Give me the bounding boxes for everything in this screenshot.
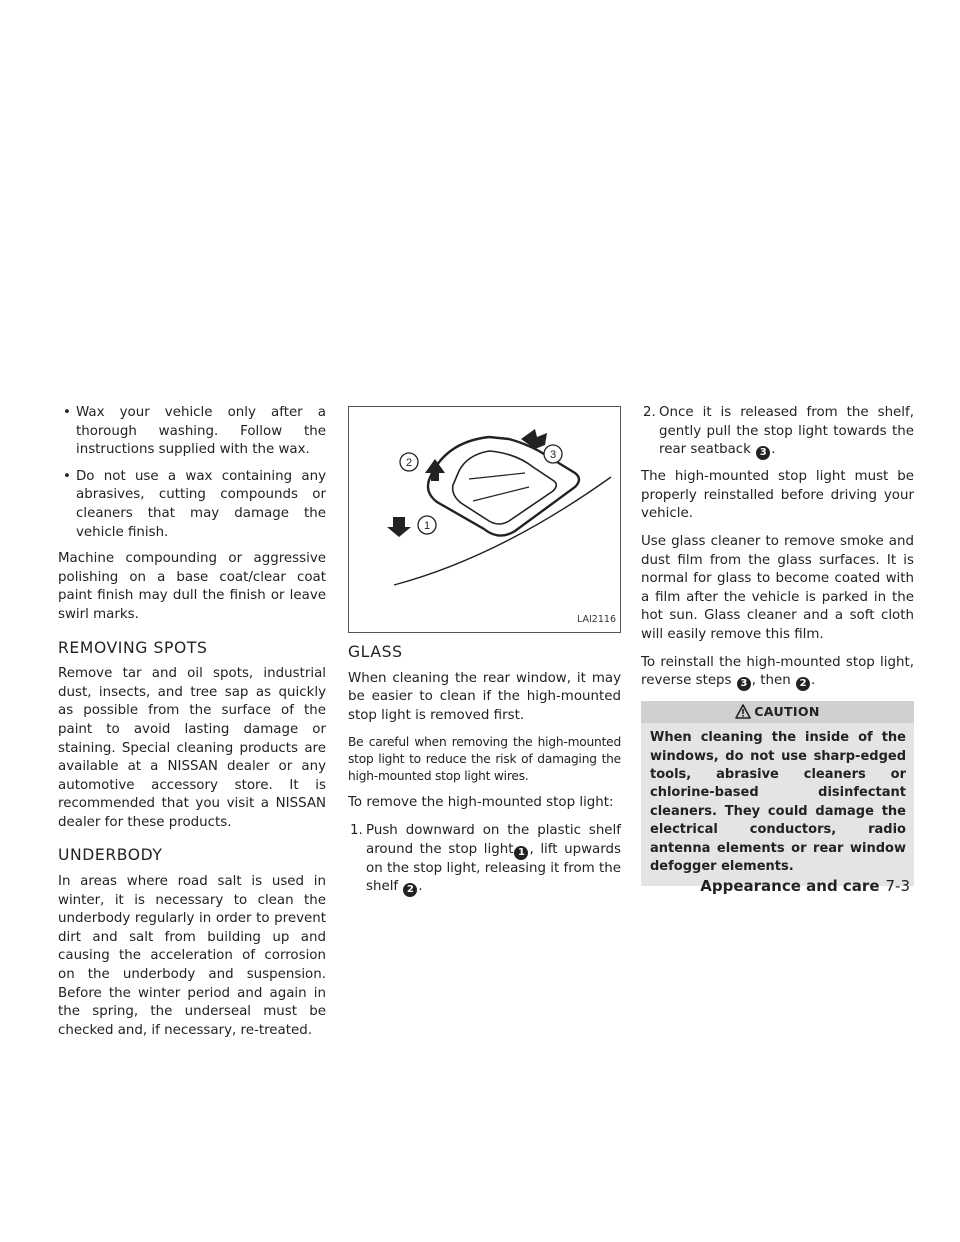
figure-code: LAI2116 xyxy=(577,614,616,626)
reinstall-note-paragraph: The high-mounted stop light must be properly reinstalled before driving your vehicle. xyxy=(641,469,914,522)
bullet-icon: • xyxy=(63,468,71,484)
callout-2: 2 xyxy=(405,457,413,469)
callout-badge: 3 xyxy=(737,677,751,691)
wax-bullets xyxy=(58,404,326,542)
page-footer xyxy=(700,877,910,896)
callout-badge: 1 xyxy=(514,846,528,860)
step-text: Once it is released from the shelf, gently pull the stop light towards the rear seatback xyxy=(659,405,914,458)
step-text: Push downward on the plastic shelf around the stop light xyxy=(366,822,621,857)
column-middle xyxy=(348,404,621,905)
callout-badge: 2 xyxy=(403,883,417,897)
caution-header xyxy=(641,701,914,723)
bullet-icon: • xyxy=(63,405,71,420)
removing-spots-paragraph: Remove tar and oil spots, industrial dust, insects, and tree sap as quickly as possible from the surface of the paint to avoid lasting damage or staining. Special cleaning products are available at a NISSAN dealer or any automotive accessory store. It is recommended that you visit a NISSAN dealer for these products. xyxy=(58,666,326,830)
to-remove-paragraph: To remove the high-mounted stop light: xyxy=(348,795,614,811)
glass-paragraph: When cleaning the rear window, it may be easier to clean if the high-mounted stop light is removed first. xyxy=(348,670,621,723)
reverse-text: . xyxy=(811,673,816,689)
callout-badge: 2 xyxy=(796,677,810,691)
step-number: 2. xyxy=(643,405,656,420)
stop-light-drawing xyxy=(349,407,620,632)
caution-text: When cleaning the inside of the windows, do not use sharp-edged tools, abrasive cleaners or chlorine-based disinfectant cleaners. They could damage the electrical conductors, radio antenna elements or rear window defogger elements. xyxy=(650,730,906,874)
callout-3: 3 xyxy=(549,449,557,461)
machine-compounding-paragraph: Machine compounding or aggressive polishing on a base coat/clear coat paint finish may dull the finish or leave swirl marks. xyxy=(58,551,326,622)
step-text: , lift upwards on the stop light, releasing it from the shelf xyxy=(366,841,621,895)
caution-box xyxy=(641,701,914,886)
caution-title: CAUTION xyxy=(754,704,820,720)
bullet-text: Wax your vehicle only after a thorough washing. Follow the instructions supplied with the wax. xyxy=(76,405,326,458)
callout-1: 1 xyxy=(423,520,431,532)
section-title: Appearance and care xyxy=(700,877,880,895)
stop-light-illustration xyxy=(348,406,621,633)
careful-paragraph: Be careful when removing the high-mounted stop light to reduce the risk of damaging the high-mounted stop light wires. xyxy=(348,735,621,784)
step-text: . xyxy=(771,442,776,458)
glass-heading: GLASS xyxy=(348,643,403,661)
glass-cleaner-paragraph: Use glass cleaner to remove smoke and dust film from the glass surfaces. It is normal for glass to become coated with a film after the vehicle is parked in the hot sun. Glass cleaner and a soft cloth will easily remove this film. xyxy=(641,533,914,642)
underbody-heading: UNDERBODY xyxy=(58,846,163,865)
bullet-text: Do not use a wax containing any abrasives, cutting compounds or cleaners that may damage the vehicle finish. xyxy=(76,468,326,540)
step-text: . xyxy=(418,879,423,895)
removal-steps xyxy=(348,822,621,897)
column-left xyxy=(58,404,326,1049)
reverse-steps-paragraph xyxy=(641,654,914,692)
step-number: 1. xyxy=(350,822,363,838)
removal-steps-continued xyxy=(641,404,914,460)
step-1 xyxy=(348,822,621,897)
removing-spots-heading: REMOVING SPOTS xyxy=(58,638,208,657)
warning-icon xyxy=(735,704,751,719)
column-right xyxy=(641,404,914,886)
page-number: 7-3 xyxy=(885,877,910,895)
step-2 xyxy=(641,404,914,460)
callout-badge: 3 xyxy=(756,446,770,460)
list-item xyxy=(58,404,326,460)
underbody-paragraph: In areas where road salt is used in winter, it is necessary to clean the underbody regularly in order to prevent dirt and salt from building up and causing the acceleration of corrosion on the underbody and suspension. Before the winter period and again in the spring, the underseal must be checked and, if necessary, re-treated. xyxy=(58,874,326,1038)
list-item xyxy=(58,468,326,542)
reverse-text: To reinstall the high-mounted stop light, reverse steps xyxy=(641,654,914,689)
reverse-text: , then xyxy=(751,673,791,689)
